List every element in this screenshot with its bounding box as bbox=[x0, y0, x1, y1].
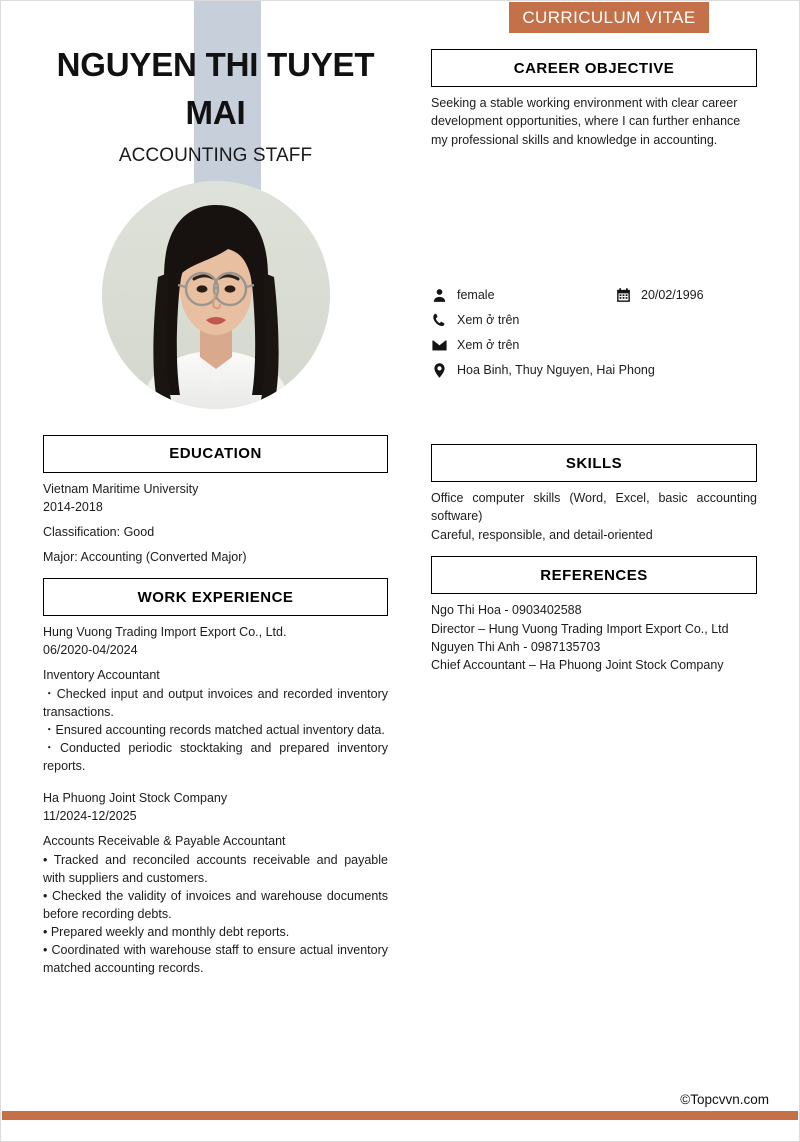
education-body bbox=[43, 480, 388, 567]
contact-gender-value: female bbox=[457, 288, 495, 302]
footer-accent-bar bbox=[2, 1111, 798, 1120]
work-entry-bullet: • Prepared weekly and monthly debt reports. bbox=[43, 925, 290, 940]
right-column-lower bbox=[431, 444, 757, 675]
contact-email bbox=[431, 337, 615, 354]
career-objective-body bbox=[431, 94, 757, 149]
education-section-header bbox=[43, 435, 388, 473]
contact-info bbox=[431, 287, 771, 387]
work-entry bbox=[43, 623, 388, 775]
job-title: ACCOUNTING STAFF bbox=[118, 144, 313, 166]
contact-row bbox=[431, 287, 771, 304]
references-body bbox=[431, 601, 757, 675]
work-entry-role: Inventory Accountant bbox=[43, 668, 160, 683]
references-item: Ngo Thi Hoa - 0903402588 bbox=[431, 603, 582, 618]
education-classification: Classification: Good bbox=[43, 524, 155, 539]
work-entry bbox=[43, 789, 388, 977]
references-title: REFERENCES bbox=[540, 566, 648, 584]
work-experience-section-header bbox=[43, 578, 388, 616]
work-experience-body bbox=[43, 623, 388, 977]
portrait-photo-icon bbox=[102, 181, 330, 409]
location-pin-icon bbox=[431, 362, 448, 379]
education-dates: 2014-2018 bbox=[43, 499, 103, 514]
references-item: Nguyen Thi Anh - 0987135703 bbox=[431, 639, 601, 654]
references-item: Director – Hung Vuong Trading Import Export Co., Ltd bbox=[431, 621, 729, 636]
work-entry-bullet: • Coordinated with warehouse staff to ensure actual inventory matched accounting records. bbox=[43, 943, 388, 976]
phone-icon bbox=[431, 312, 448, 329]
left-column bbox=[43, 41, 388, 977]
skills-item: Careful, responsible, and detail-oriented bbox=[431, 527, 653, 542]
education-school: Vietnam Maritime University bbox=[43, 481, 199, 496]
references-item: Chief Accountant – Ha Phuong Joint Stock Company bbox=[431, 658, 724, 673]
envelope-icon bbox=[431, 337, 448, 354]
contact-address bbox=[431, 362, 655, 379]
work-entry-bullet: • Checked the validity of invoices and warehouse documents before recording debts. bbox=[43, 888, 388, 921]
contact-birthday-value: 20/02/1996 bbox=[641, 288, 704, 302]
work-experience-title: WORK EXPERIENCE bbox=[137, 588, 294, 606]
work-entry-company: Hung Vuong Trading Import Export Co., Ltd. bbox=[43, 625, 287, 640]
education-major: Major: Accounting (Converted Major) bbox=[43, 550, 247, 565]
skills-section-header bbox=[431, 444, 757, 482]
avatar bbox=[102, 181, 330, 409]
site-credit: ©Topcvvn.com bbox=[680, 1092, 769, 1107]
skills-body bbox=[431, 489, 757, 544]
contact-row bbox=[431, 362, 771, 379]
contact-row bbox=[431, 312, 771, 329]
work-entry-role: Accounts Receivable & Payable Accountant bbox=[43, 834, 286, 849]
contact-phone-value: Xem ở trên bbox=[457, 313, 520, 327]
person-icon bbox=[431, 287, 448, 304]
work-entry-bullet: ・Conducted periodic stocktaking and prepared inventory reports. bbox=[43, 740, 388, 774]
contact-row bbox=[431, 337, 771, 354]
career-objective-title: CAREER OBJECTIVE bbox=[513, 59, 675, 77]
career-objective-text: Seeking a stable working environment with clear career development opportunities, where I can further enhance my professional skills and knowledge in accounting. bbox=[431, 96, 741, 147]
education-title: EDUCATION bbox=[169, 445, 262, 463]
career-objective-section-header bbox=[431, 49, 757, 87]
contact-phone bbox=[431, 312, 615, 329]
references-section-header bbox=[431, 556, 757, 594]
contact-birthday bbox=[615, 287, 704, 304]
work-entry-company: Ha Phuong Joint Stock Company bbox=[43, 791, 228, 806]
contact-gender bbox=[431, 287, 615, 304]
skills-title: SKILLS bbox=[565, 454, 623, 472]
work-entry-bullet: • Tracked and reconciled accounts receivable and payable with suppliers and customers. bbox=[43, 852, 388, 885]
page-title: NGUYEN THI TUYET MAI bbox=[56, 46, 375, 131]
work-entry-bullet: ・Ensured accounting records matched actual inventory data. bbox=[43, 722, 385, 737]
right-column bbox=[431, 49, 757, 149]
contact-address-value: Hoa Binh, Thuy Nguyen, Hai Phong bbox=[457, 363, 655, 377]
work-entry-dates: 11/2024-12/2025 bbox=[43, 809, 137, 824]
banner-label: CURRICULUM VITAE bbox=[522, 7, 696, 27]
curriculum-vitae-banner bbox=[509, 2, 709, 33]
calendar-icon bbox=[615, 287, 632, 304]
work-entry-dates: 06/2020-04/2024 bbox=[43, 643, 138, 658]
skills-item: Office computer skills (Word, Excel, basic accounting software) bbox=[431, 491, 757, 524]
work-entry-bullet: ・Checked input and output invoices and recorded inventory transactions. bbox=[43, 686, 388, 719]
contact-email-value: Xem ở trên bbox=[457, 338, 520, 352]
